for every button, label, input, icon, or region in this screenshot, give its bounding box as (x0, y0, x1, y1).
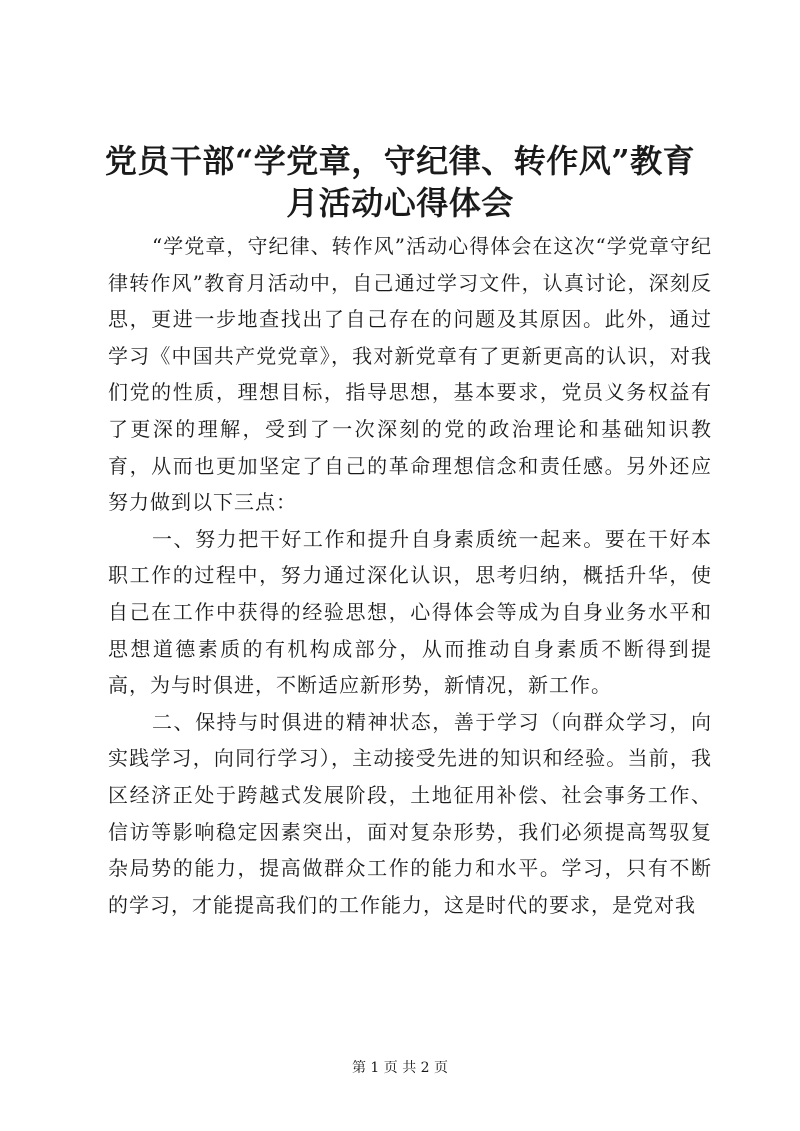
page-number-footer: 第 1 页 共 2 页 (351, 1060, 449, 1076)
document-title: 党员干部“学党章，守纪律、转作风”教育月活动心得体会 (104, 142, 696, 222)
paragraph-intro: “学党章，守纪律、转作风”活动心得体会在这次“学党章守纪律转作风”教育月活动中，自己通过学习文件，认真讨论，深刻反思，更进一步地查找出了自己存在的问题及其原因。此外，通过学习《中国共产党党章》，我对新党章有了更新更高的认识，对我们党的性质，理想目标，指导思想，基本要求，党员义务权益有了更深的理解，受到了一次深刻的党的政治理论和基础知识教育，从而也更加坚定了自己的革命理想信念和责任感。另外还应努力做到以下三点： (108, 234, 712, 515)
document-body (108, 228, 712, 923)
paragraph-point-one: 一、努力把干好工作和提升自身素质统一起来。要在干好本职工作的过程中，努力通过深化认识，思考归纳，概括升华，使自己在工作中获得的经验思想，心得体会等成为自身业务水平和思想道德素质的有机构成部分，从而推动自身素质不断得到提高，为与时俱进，不断适应新形势，新情况，新工作。 (108, 526, 712, 698)
paragraph-point-two: 二、保持与时俱进的精神状态，善于学习（向群众学习，向实践学习，向同行学习），主动接受先进的知识和经验。当前，我区经济正处于跨越式发展阶段，土地征用补偿、社会事务工作、信访等影响稳定因素突出，面对复杂形势，我们必须提高驾驭复杂局势的能力，提高做群众工作的能力和水平。学习，只有不断的学习，才能提高我们的工作能力，这是时代的要求，是党对我 (108, 709, 712, 917)
